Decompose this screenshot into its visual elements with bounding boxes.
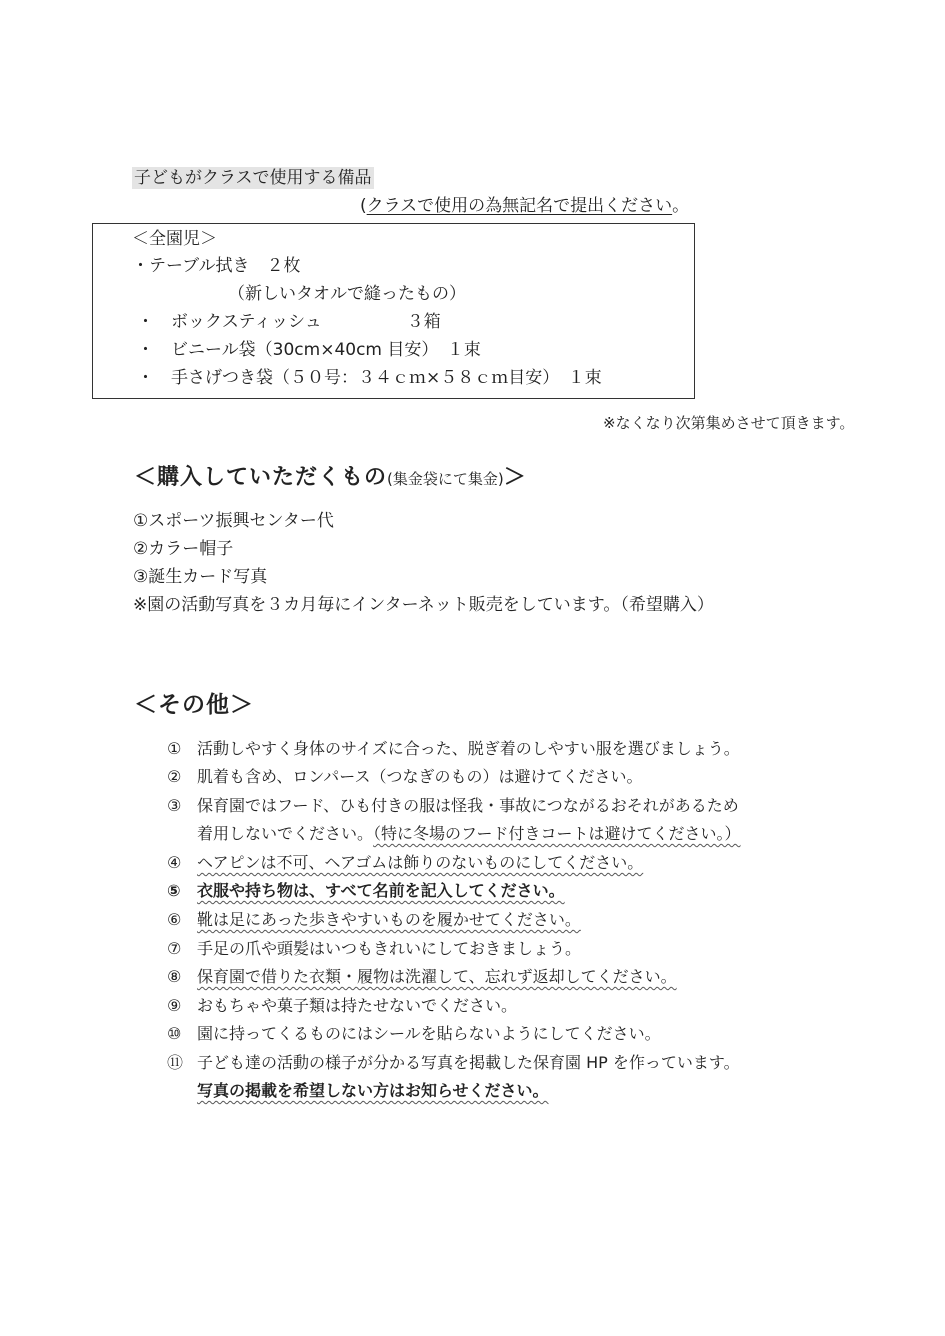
supplies-item: ・ ボックスティッシュ ３箱 xyxy=(137,312,441,332)
other-item: ⑦ 手足の爪や頭髪はいつもきれいにしておきましょう。 xyxy=(167,939,582,958)
other-item: ⑥ 靴は足にあった歩きやすいものを履かせてください。 xyxy=(167,910,581,929)
purchase-item: ②カラー帽子 xyxy=(133,539,234,559)
other-item: ② 肌着も含め、ロンパース（つなぎのもの）は避けてください。 xyxy=(167,767,643,786)
class-supplies-note: (クラスで使用の為無記名で提出ください。 xyxy=(360,196,690,216)
other-item: ⑧ 保育園で借りた衣類・履物は洗濯して、忘れず返却してください。 xyxy=(167,967,677,986)
other-item: ① 活動しやすく身体のサイズに合った、脱ぎ着のしやすい服を選びましょう。 xyxy=(167,739,740,758)
other-item-continued: 着用しないでください。（特に冬場のフード付きコートは避けてください。） xyxy=(197,824,741,843)
purchase-item: ①スポーツ振興センター代 xyxy=(133,511,334,531)
other-item: ③ 保育園ではフード、ひも付きの服は怪我・事故につながるおそれがあるため xyxy=(167,796,739,815)
class-supplies-heading: 子どもがクラスで使用する備品 xyxy=(134,168,372,188)
other-item: ⑩ 園に持ってくるものにはシールを貼らないようにしてください。 xyxy=(167,1024,661,1043)
purchase-note: ※園の活動写真を３カ月毎にインターネット販売をしています。（希望購入） xyxy=(133,595,714,615)
other-item-important: ⑤ 衣服や持ち物は、すべて名前を記入してください。 xyxy=(167,881,565,900)
other-item-important: 写真の掲載を希望しない方はお知らせください。 xyxy=(197,1081,549,1100)
other-item: ④ ヘアピンは不可、ヘアゴムは飾りのないものにしてください。 xyxy=(167,853,644,872)
other-item: ⑪ 子ども達の活動の様子が分かる写真を掲載した保育園 HP を作っています。 xyxy=(167,1053,740,1072)
supplies-item: ・テーブル拭き ２枚 xyxy=(132,256,301,276)
supplies-item: ・ 手さげつき袋（５０号：３４ｃｍ×５８ｃｍ目安） １束 xyxy=(137,368,602,388)
purchase-section-title: ＜購入していただくもの(集金袋にて集金)＞ xyxy=(134,465,527,490)
other-item: ⑨ おもちゃや菓子類は持たせないでください。 xyxy=(167,996,518,1015)
supplies-footnote: ※なくなり次第集めさせて頂きます。 xyxy=(603,414,855,432)
supplies-item: ・ ビニール袋（30cm×40cm 目安） １束 xyxy=(137,340,481,360)
supplies-item-note: （新しいタオルで縫ったもの） xyxy=(228,284,466,304)
supplies-group-label: ＜全園児＞ xyxy=(132,229,217,249)
purchase-item: ③誕生カード写真 xyxy=(133,567,268,587)
other-section-title: ＜その他＞ xyxy=(134,692,254,718)
